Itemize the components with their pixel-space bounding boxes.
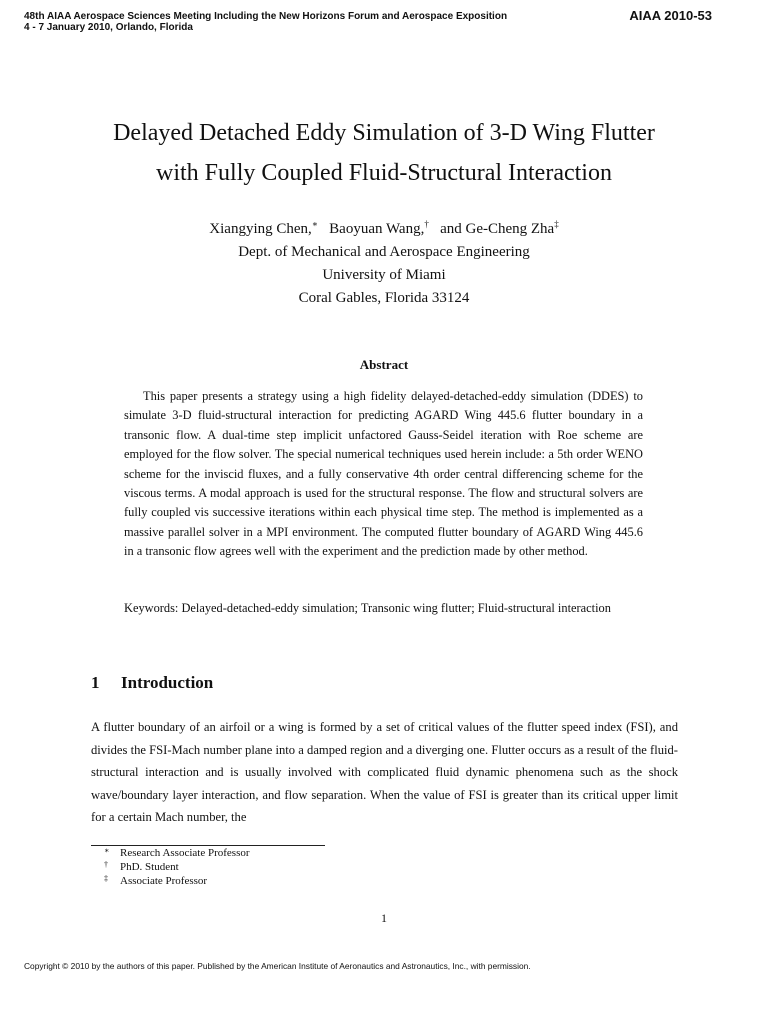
author-mark-2: † [424,219,429,229]
author-zha: and Ge-Cheng Zha [440,221,555,237]
abstract-heading: Abstract [359,357,409,372]
footnote [104,860,250,874]
author-wang: Baoyuan Wang, [329,221,425,237]
section-title: Introduction [121,673,214,692]
title-line-2: with Fully Coupled Fluid-Structural Interaction [156,160,612,186]
footnote-mark: ∗ [104,846,110,855]
section-heading [91,673,213,693]
footnote [104,874,250,888]
keywords: Keywords: Delayed-detached-eddy simulation; Transonic wing flutter; Fluid-structural interaction [124,601,611,615]
introduction-body: A flutter boundary of an airfoil or a wing is formed by a set of critical values of the flutter speed index (FSI), and divides the FSI-Mach number plane into a damped region and a diverging one. Flutter occurs as a result of the fluid-structural interaction and is usually involved with complicated fluid dynamic phenomena such as the shock wave/boundary layer interaction, and flow separation. When the value of FSI is greater than its critical upper limit for a certain Mach number, the [91,720,678,825]
footnote [104,846,250,860]
affiliation-city: Coral Gables, Florida 33124 [298,290,470,306]
copyright-notice: Copyright © 2010 by the authors of this paper. Published by the American Institute of Aeronautics and Astronautics, Inc., with permission. [24,961,531,971]
author-mark-1: ∗ [311,219,318,229]
page-number: 1 [381,911,387,925]
title-line-1: Delayed Detached Eddy Simulation of 3-D Wing Flutter [113,120,655,146]
author-block [0,213,768,310]
affiliation-university: University of Miami [322,267,446,283]
footnote-text: Research Associate Professor [120,847,250,859]
author-list [0,213,768,241]
section-number: 1 [91,673,100,692]
conference-header [24,11,507,33]
author-mark-3: ‡ [554,219,559,229]
footnote-mark: ‡ [104,874,108,883]
conference-name: 48th AIAA Aerospace Sciences Meeting Including the New Horizons Forum and Aerospace Exposition [24,11,508,22]
paper-number: AIAA 2010-53 [629,8,712,23]
conference-date: 4 - 7 January 2010, Orlando, Florida [24,22,193,33]
author-chen: Xiangying Chen, [209,221,312,237]
footnote-mark: † [104,860,108,869]
affiliation-dept: Dept. of Mechanical and Aerospace Engineering [238,244,530,260]
abstract-body: This paper presents a strategy using a high fidelity delayed-detached-eddy simulation (DDES) to simulate 3-D fluid-structural interaction for predicting AGARD Wing 445.6 flutter boundary in a transonic flow. A dual-time step implicit unfactored Gauss-Seidel iteration with Roe scheme are employed for the flow solver. The special numerical techniques used herein include: a 5th order WENO scheme for the inviscid fluxes, and a fully conservative 4th order central differencing scheme for the viscous terms. A modal approach is used for the structural response. The flow and structural solvers are fully coupled vis successive iterations within each physical time step. The method is implemented as a massive parallel solver in a MPI environment. The computed flutter boundary of AGARD Wing 445.6 in a transonic flow agrees well with the experiment and the prediction made by other method. [124,389,643,559]
footnote-text: PhD. Student [120,861,179,873]
footnotes [104,846,250,888]
footnote-text: Associate Professor [120,875,208,887]
paper-title [0,113,768,193]
